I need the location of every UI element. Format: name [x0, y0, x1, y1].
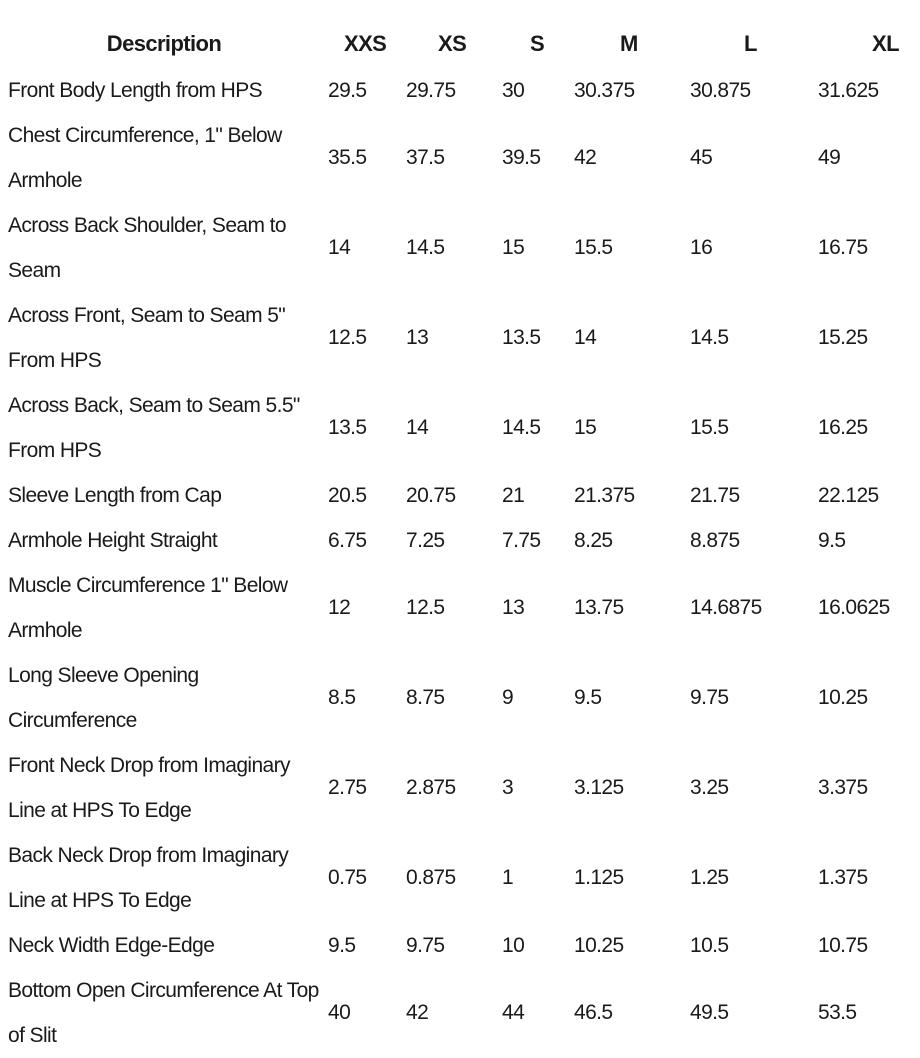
cell-l: 9.75 [690, 686, 729, 709]
row-description: Across Back Shoulder, Seam to Seam [8, 214, 286, 282]
table-row [4, 563, 916, 653]
cell-xxs: 29.5 [328, 78, 367, 102]
cell-xs: 29.75 [406, 78, 456, 102]
cell-s: 13.5 [502, 326, 541, 349]
table-header [4, 20, 916, 68]
cell-s: 21 [502, 483, 525, 507]
header-size-xl: XL [872, 31, 899, 56]
cell-m: 15 [574, 416, 597, 439]
cell-l: 30.875 [690, 78, 751, 102]
cell-m: 13.75 [574, 596, 624, 619]
cell-s: 44 [502, 1001, 525, 1024]
cell-xl: 16.0625 [818, 596, 890, 619]
table-row [4, 833, 916, 923]
table-row [4, 518, 916, 563]
cell-xs: 42 [406, 1001, 429, 1024]
cell-xl: 49 [818, 146, 841, 169]
table-row [4, 113, 916, 203]
cell-xl: 15.25 [818, 326, 868, 349]
cell-xxs: 6.75 [328, 528, 367, 552]
table-row [4, 923, 916, 968]
cell-l: 1.25 [690, 866, 729, 889]
cell-l: 21.75 [690, 483, 740, 507]
cell-xs: 8.75 [406, 686, 445, 709]
cell-xxs: 2.75 [328, 776, 367, 799]
header-size-l: L [744, 31, 757, 56]
row-description: Sleeve Length from Cap [8, 484, 222, 507]
table-row [4, 293, 916, 383]
cell-xs: 14.5 [406, 236, 445, 259]
cell-xs: 9.75 [406, 933, 445, 957]
header-size-xxs: XXS [344, 31, 387, 56]
cell-m: 9.5 [574, 686, 602, 709]
header-description: Description [106, 31, 222, 56]
cell-s: 1 [502, 866, 514, 889]
cell-m: 1.125 [574, 866, 624, 889]
cell-xxs: 13.5 [328, 416, 367, 439]
table-row [4, 203, 916, 293]
cell-xs: 20.75 [406, 483, 456, 507]
cell-l: 49.5 [690, 1001, 729, 1024]
cell-s: 15 [502, 236, 525, 259]
cell-xxs: 35.5 [328, 146, 367, 169]
cell-xxs: 40 [328, 1001, 351, 1024]
header-size-xs: XS [438, 31, 467, 56]
row-description: Back Neck Drop from Imaginary Line at HPS To Edge [8, 844, 289, 912]
table-row [4, 383, 916, 473]
cell-m: 42 [574, 146, 597, 169]
cell-xxs: 9.5 [328, 933, 356, 957]
cell-s: 3 [502, 776, 514, 799]
cell-m: 10.25 [574, 933, 624, 957]
cell-l: 3.25 [690, 776, 729, 799]
row-description: Armhole Height Straight [8, 529, 218, 552]
cell-s: 9 [502, 686, 514, 709]
cell-xl: 53.5 [818, 1001, 857, 1024]
cell-l: 8.875 [690, 528, 740, 552]
cell-s: 10 [502, 933, 525, 957]
row-description: Bottom Open Circumference At Top of Slit [8, 979, 319, 1047]
row-description: Muscle Circumference 1" Below Armhole [8, 574, 288, 642]
table-row [4, 68, 916, 113]
cell-m: 14 [574, 326, 597, 349]
cell-xs: 12.5 [406, 596, 445, 619]
cell-m: 21.375 [574, 483, 635, 507]
cell-xs: 37.5 [406, 146, 445, 169]
cell-xl: 10.75 [818, 933, 868, 957]
row-description: Long Sleeve Opening Circumference [8, 664, 199, 732]
cell-xs: 7.25 [406, 528, 445, 552]
cell-xl: 10.25 [818, 686, 868, 709]
table-row [4, 473, 916, 518]
cell-xxs: 12.5 [328, 326, 367, 349]
cell-m: 3.125 [574, 776, 624, 799]
cell-xxs: 14 [328, 236, 351, 259]
cell-l: 10.5 [690, 933, 729, 957]
cell-m: 8.25 [574, 528, 613, 552]
cell-xl: 16.25 [818, 416, 868, 439]
row-description: Across Back, Seam to Seam 5.5" From HPS [8, 394, 300, 462]
header-size-m: M [620, 31, 638, 56]
cell-xl: 1.375 [818, 866, 868, 889]
cell-s: 39.5 [502, 146, 541, 169]
row-description: Across Front, Seam to Seam 5" From HPS [8, 304, 286, 372]
cell-xxs: 20.5 [328, 483, 367, 507]
cell-s: 13 [502, 596, 525, 619]
cell-s: 7.75 [502, 528, 541, 552]
cell-s: 14.5 [502, 416, 541, 439]
row-description: Neck Width Edge-Edge [8, 934, 215, 957]
cell-l: 14.5 [690, 326, 729, 349]
cell-m: 15.5 [574, 236, 613, 259]
cell-xs: 13 [406, 326, 429, 349]
cell-l: 45 [690, 146, 713, 169]
cell-l: 16 [690, 236, 713, 259]
row-description: Chest Circumference, 1" Below Armhole [8, 124, 282, 192]
row-description: Front Neck Drop from Imaginary Line at HPS To Edge [8, 754, 290, 822]
cell-xl: 3.375 [818, 776, 868, 799]
header-row [4, 20, 916, 68]
table-row [4, 743, 916, 833]
cell-xxs: 0.75 [328, 866, 367, 889]
cell-xs: 14 [406, 416, 429, 439]
cell-m: 46.5 [574, 1001, 613, 1024]
cell-l: 15.5 [690, 416, 729, 439]
cell-xxs: 12 [328, 596, 351, 619]
table-row [4, 653, 916, 743]
cell-l: 14.6875 [690, 596, 762, 619]
cell-xs: 0.875 [406, 866, 456, 889]
table-body [4, 68, 916, 1058]
cell-xl: 16.75 [818, 236, 868, 259]
cell-xl: 22.125 [818, 483, 879, 507]
cell-xs: 2.875 [406, 776, 456, 799]
cell-xl: 9.5 [818, 528, 846, 552]
cell-s: 30 [502, 78, 525, 102]
cell-m: 30.375 [574, 78, 635, 102]
cell-xxs: 8.5 [328, 686, 356, 709]
header-size-s: S [530, 31, 545, 56]
size-chart-table [4, 20, 916, 1058]
table-row [4, 968, 916, 1058]
row-description: Front Body Length from HPS [8, 79, 263, 102]
cell-xl: 31.625 [818, 78, 879, 102]
